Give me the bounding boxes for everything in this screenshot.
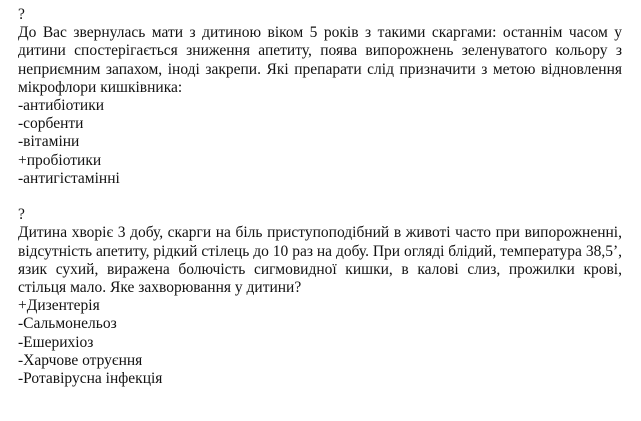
document-page — [18, 6, 622, 388]
answer-option: -Сальмонельоз — [18, 315, 117, 333]
question-text: Дитина хворіє 3 добу, скарги на біль приступоподібний в животі часто при випорожненні, відсутність апетиту, рідкий стілець до 10 раз на добу. При огляді блідий, температура 38,5’, язик сухий, виражена болючість сигмовидної кишки, в калові слиз, прожилки крові, стільця мало. Яке захворювання у дитини? — [18, 224, 622, 297]
answer-option: -Ротавірусна інфекція — [18, 370, 163, 388]
question-marker: ? — [18, 6, 25, 23]
answer-option: -вітаміни — [18, 133, 80, 151]
answer-options — [18, 297, 622, 388]
answer-options — [18, 97, 622, 188]
answer-option: -Харчове отруєння — [18, 351, 143, 369]
question-block-1 — [18, 6, 622, 188]
answer-option: -сорбенти — [18, 115, 84, 133]
question-block-2 — [18, 206, 622, 388]
answer-option: -Ешерихіоз — [18, 333, 94, 351]
blank-line — [18, 188, 622, 206]
answer-option: -антибіотики — [18, 97, 105, 115]
answer-option-correct: +Дизентерія — [18, 297, 100, 315]
answer-option-correct: +пробіотики — [18, 151, 102, 169]
question-text: До Вас звернулась мати з дитиною віком 5 років з такими скаргами: останнім часом у дитини спостерігається зниження апетиту, поява випорожнень зеленуватого кольору з неприємним запахом, іноді закрепи. Які препарати слід призначити з метою відновлення мікрофлори кишківника: — [18, 24, 622, 96]
answer-option: -антигістамінні — [18, 169, 120, 187]
question-marker: ? — [18, 206, 25, 224]
